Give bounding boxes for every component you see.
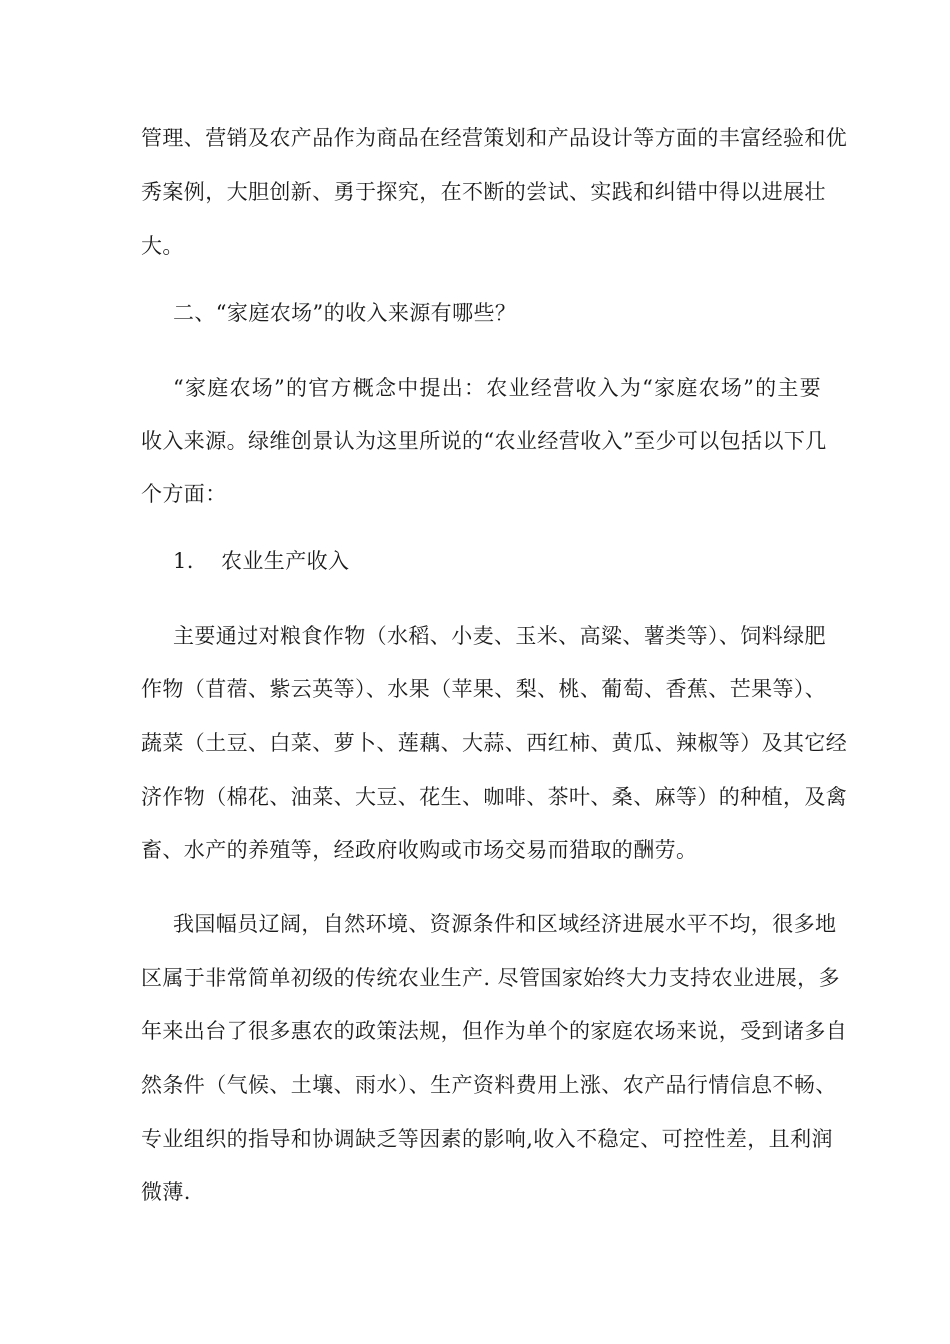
paragraph-line: 年来出台了很多惠农的政策法规，但作为单个的家庭农场来说，受到诸多自 — [141, 1019, 848, 1043]
paragraph-line: 秀案例，大胆创新、勇于探究，在不断的尝试、实践和纠错中得以进展壮 — [141, 180, 826, 204]
paragraph-line: “家庭农场”的官方概念中提出：农业经营收入为“家庭农场”的主要 — [173, 376, 821, 400]
paragraph-line: 济作物（棉花、油菜、大豆、花生、咖啡、茶叶、桑、麻等）的种植，及禽 — [141, 785, 848, 809]
paragraph-line: 大。 — [141, 234, 184, 258]
paragraph-line: 收入来源。绿维创景认为这里所说的“农业经营收入”至少可以包括以下几 — [141, 429, 827, 453]
section-heading: 二、“家庭农场”的收入来源有哪些？ — [173, 301, 517, 325]
paragraph-line: 区属于非常简单初级的传统农业生产. 尽管国家始终大力支持农业进展，多 — [141, 966, 840, 990]
subheading — [141, 549, 821, 573]
paragraph-line: 作物（苜蓿、紫云英等）、水果（苹果、梨、桃、葡萄、香蕉、芒果等）、 — [141, 677, 827, 701]
paragraph-line: 畜、水产的养殖等，经政府收购或市场交易而猎取的酬劳。 — [141, 838, 698, 862]
paragraph-line: 主要通过对粮食作物（水稻、小麦、玉米、高粱、薯类等）、饲料绿肥 — [173, 624, 826, 648]
paragraph-line: 微薄. — [141, 1180, 191, 1204]
subheading-number: 1. — [173, 549, 194, 573]
paragraph-line: 蔬菜（土豆、白菜、萝卜、莲藕、大蒜、西红柿、黄瓜、辣椒等）及其它经 — [141, 731, 848, 755]
paragraph-line: 个方面： — [141, 482, 227, 506]
paragraph-line: 然条件（气候、土壤、雨水）、生产资料费用上涨、农产品行情信息不畅、 — [141, 1073, 837, 1097]
paragraph-line: 专业组织的指导和协调缺乏等因素的影响,收入不稳定、可控性差，且利润 — [141, 1127, 833, 1151]
subheading-title: 农业生产收入 — [221, 549, 350, 573]
paragraph-line: 我国幅员辽阔，自然环境、资源条件和区域经济进展水平不均，很多地 — [173, 912, 837, 936]
paragraph-line: 管理、营销及农产品作为商品在经营策划和产品设计等方面的丰富经验和优 — [141, 126, 848, 150]
